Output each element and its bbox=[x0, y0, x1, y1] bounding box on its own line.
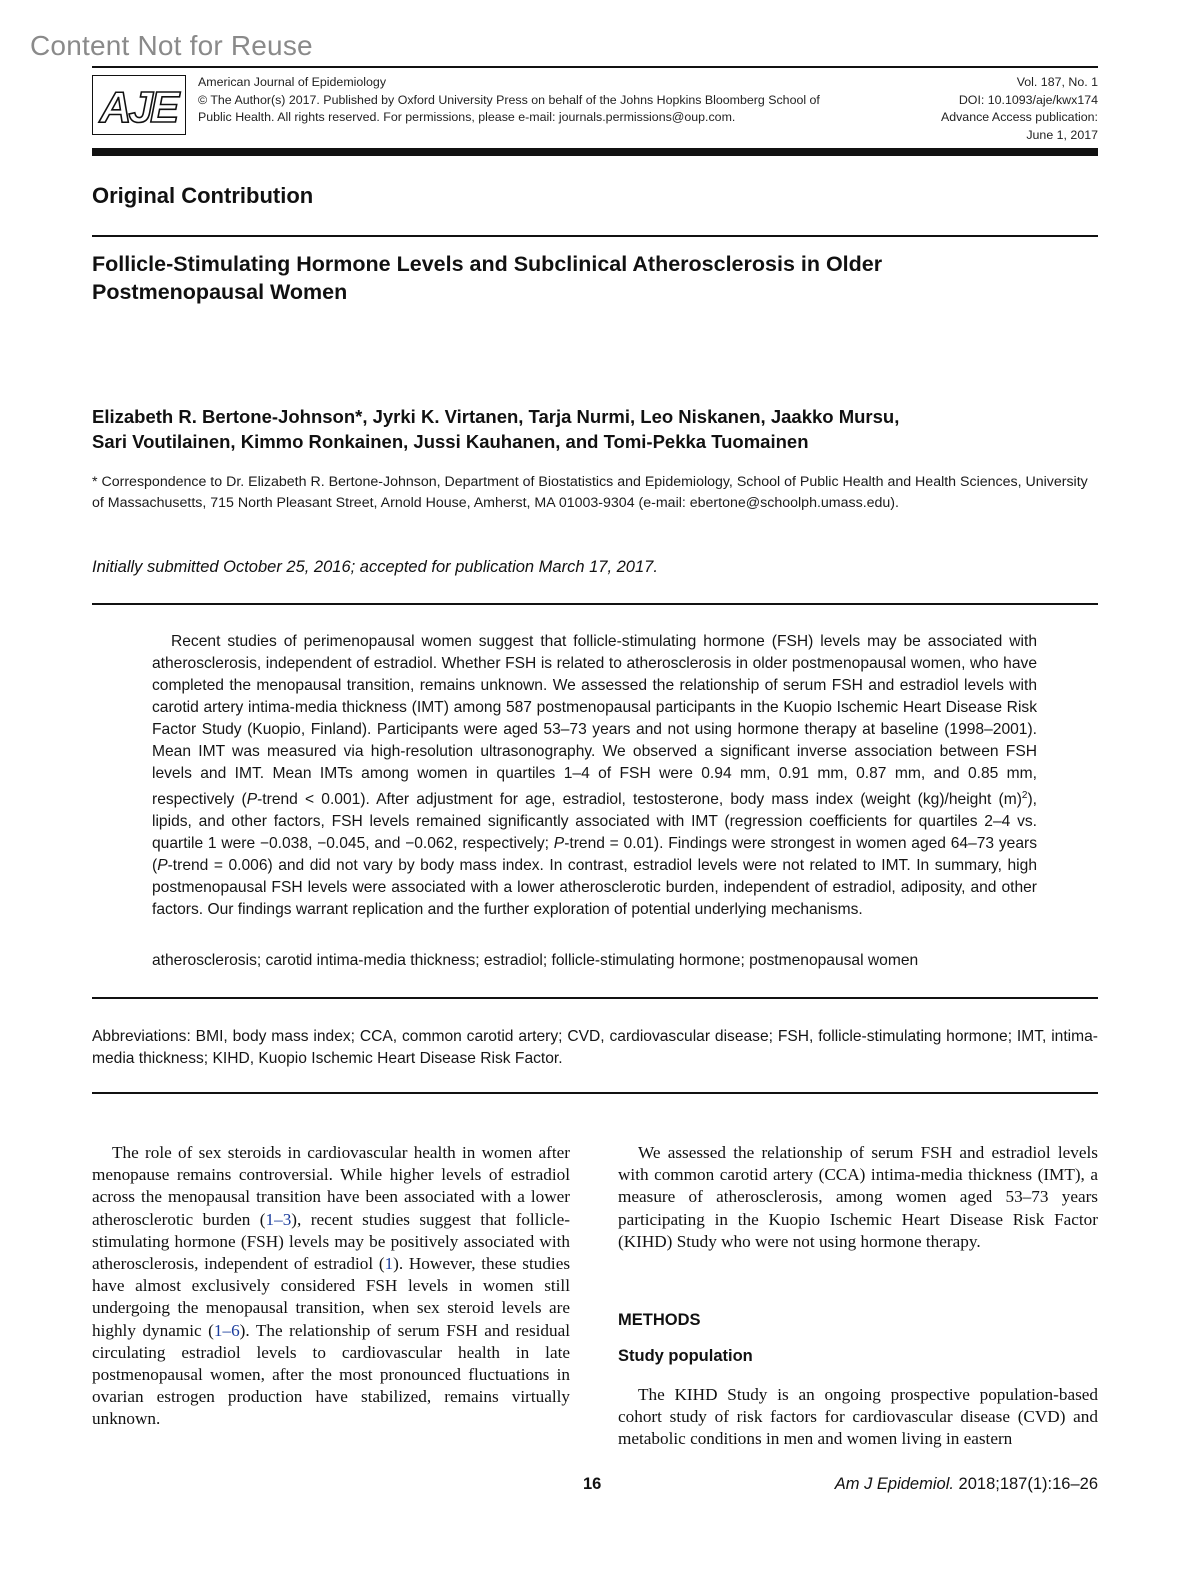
author-list bbox=[92, 404, 1032, 454]
keywords: atherosclerosis; carotid intima-media thickness; estradiol; follicle-stimulating hormone; postmenopausal women bbox=[152, 952, 919, 969]
copyright-line-1: © The Author(s) 2017. Published by Oxford University Press on behalf of the Johns Hopkins Bloomberg School of bbox=[198, 92, 820, 107]
reference-link[interactable]: 1–6 bbox=[213, 1320, 240, 1340]
header-thick-rule bbox=[92, 148, 1098, 156]
journal-info bbox=[198, 74, 820, 127]
intro-paragraph-left: The role of sex steroids in cardiovascular health in women after menopause remains controversial. While higher levels of estradiol across the menopausal transition have been associated with a lower atherosclerotic burden (1–3), recent studies suggest that follicle-stimulating hormone (FSH) levels may be positively associated with atherosclerosis, independent of estradiol (1). However, these studies have almost exclusively considered FSH levels in women still undergoing the menopausal transition, when sex steroid levels are highly dynamic (1–6). The relationship of serum FSH and residual circulating estradiol levels to cardiovascular health in late postmenopausal women, after the most pronounced fluctuations in ovarian estrogen production have stabilized, remains virtually unknown. bbox=[92, 1143, 571, 1429]
reference-link[interactable]: 1 bbox=[384, 1254, 394, 1274]
citation-details: 2018;187(1):16–26 bbox=[953, 1475, 1098, 1493]
reference-link[interactable]: 1–3 bbox=[265, 1209, 292, 1229]
submission-dates: Initially submitted October 25, 2016; accepted for publication March 17, 2017. bbox=[92, 558, 658, 576]
methods-heading: METHODS bbox=[618, 1311, 701, 1329]
abstract-top-rule bbox=[92, 603, 1098, 605]
watermark-text: Content Not for Reuse bbox=[30, 30, 313, 61]
intro-paragraph-right: We assessed the relationship of serum FSH and estradiol levels with common carotid artery (CCA) intima-media thickness (IMT), a measure of atherosclerosis, among women aged 53–73 years participating in the Kuopio Ischemic Heart Disease Risk Factor (KIHD) Study who were not using hormone therapy. bbox=[618, 1143, 1098, 1251]
article-title: Follicle-Stimulating Hormone Levels and Subclinical Atherosclerosis in Older Postmenopausal Women bbox=[92, 252, 883, 304]
article-type: Original Contribution bbox=[92, 183, 314, 208]
authors-line-1: Elizabeth R. Bertone-Johnson*, Jyrki K. Virtanen, Tarja Nurmi, Leo Niskanen, Jaakko Mursu, bbox=[92, 406, 900, 427]
title-rule bbox=[92, 235, 1098, 237]
authors-line-2: Sari Voutilainen, Kimmo Ronkainen, Jussi Kauhanen, and Tomi-Pekka Tuomainen bbox=[92, 431, 809, 452]
header-top-rule bbox=[92, 66, 1098, 68]
publication-date: June 1, 2017 bbox=[1026, 127, 1098, 142]
abbreviations-bottom-rule bbox=[92, 1092, 1098, 1094]
abbreviations: Abbreviations: BMI, body mass index; CCA, common carotid artery; CVD, cardiovascular disease; FSH, follicle-stimulating hormone; IMT, intima-media thickness; KIHD, Kuopio Ischemic Heart Disease Risk Factor. bbox=[92, 1028, 1098, 1067]
journal-name: American Journal of Epidemiology bbox=[198, 75, 387, 89]
correspondence-note: * Correspondence to Dr. Elizabeth R. Bertone-Johnson, Department of Biostatistics and Epidemiology, School of Public Health and Health Sciences, University of Massachusetts, 715 North Pleasant Street, Arnold House, Amherst, MA 01003-9304 (e-mail: ebertone@schoolph.umass.edu). bbox=[92, 474, 1088, 511]
citation bbox=[835, 1475, 1098, 1494]
volume-issue: Vol. 187, No. 1 bbox=[1016, 75, 1098, 89]
page-number: 16 bbox=[583, 1475, 602, 1493]
issue-info bbox=[941, 74, 1098, 144]
copyright-line-2: Public Health. All rights reserved. For permissions, please e-mail: journals.permissions@oup.com. bbox=[198, 110, 736, 124]
study-population-heading: Study population bbox=[618, 1347, 753, 1365]
abstract-bottom-rule bbox=[92, 997, 1098, 999]
doi: DOI: 10.1093/aje/kwx174 bbox=[958, 92, 1098, 107]
journal-abbreviation: Am J Epidemiol. bbox=[834, 1475, 954, 1493]
journal-logo bbox=[92, 75, 186, 135]
svg-text:AJE: AJE bbox=[99, 83, 177, 132]
advance-access-label: Advance Access publication: bbox=[940, 110, 1098, 124]
study-population-paragraph: The KIHD Study is an ongoing prospective population-based cohort study of risk factors for cardiovascular disease (CVD) and metabolic conditions in men and women living in eastern bbox=[618, 1385, 1098, 1449]
abstract-text: Recent studies of perimenopausal women suggest that follicle-stimulating hormone (FSH) levels may be associated with atherosclerosis, independent of estradiol. Whether FSH is related to atherosclerosis in older postmenopausal women, who have completed the menopausal transition, remains unknown. We assessed the relationship of serum FSH and estradiol levels with carotid artery intima-media thickness (IMT) among 587 postmenopausal participants in the Kuopio Ischemic Heart Disease Risk Factor Study (Kuopio, Finland). Participants were aged 53–73 years and not using hormone therapy at baseline (1998–2001). Mean IMT was measured via high-resolution ultrasonography. We observed a significant inverse association between FSH levels and IMT. Mean IMTs among women in quartiles 1–4 of FSH were 0.94 mm, 0.91 mm, 0.87 mm, and 0.85 mm, respectively (P-trend < 0.001). After adjustment for age, estradiol, testosterone, body mass index (weight (kg)/height $(m)^2$), lipids, and other factors, FSH levels remained significantly associated with IMT (regression coefficients for quartiles 2–4 vs. quartile 1 were −0.038, −0.045, and −0.062, respectively; P-trend = 0.01). Findings were strongest in women aged 64–73 years (P-trend = 0.006) and did not vary by body mass index. In contrast, estradiol levels were not related to IMT. In summary, high postmenopausal FSH levels were associated with a lower atherosclerotic burden, independent of estradiol, adiposity, and other factors. Our findings warrant replication and the further exploration of potential underlying mechanisms. bbox=[152, 633, 1037, 919]
